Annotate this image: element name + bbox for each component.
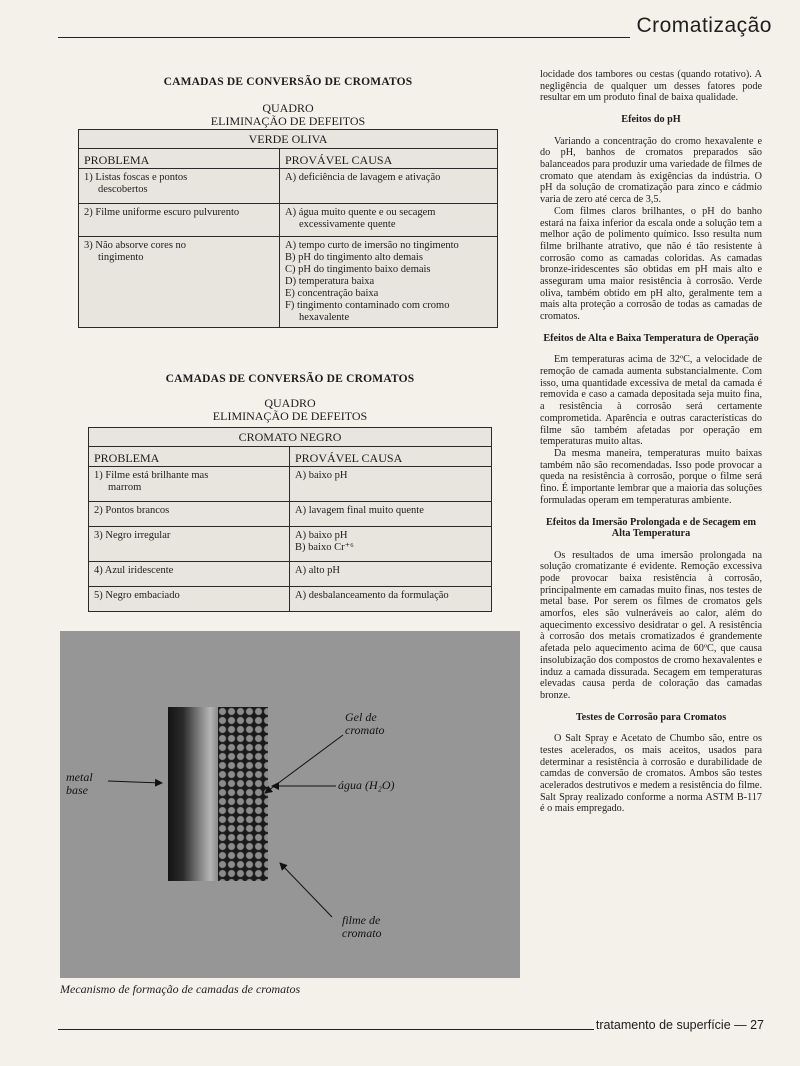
arrow-gel (265, 735, 343, 793)
arrow-film (280, 863, 332, 917)
table-row (89, 562, 492, 587)
right-column (540, 69, 762, 815)
problem-text: 1) Listas foscas e pontos (84, 172, 188, 183)
cause-text: A) baixo pH (295, 530, 348, 541)
heading-immersion: Efeitos da Imersão Prolongada e de Secagem em Alta Temperatura (545, 516, 757, 539)
table-row (89, 467, 492, 502)
label-water: água (H₂O) (338, 778, 395, 792)
paragraph: Os resultados de uma imersão prolongada na solução cromatizante é evidente. Remoção excessiva pode provocar baixa resistência à corrosão, principalmente em camadas muito finas, nos testes de metal base. Por serem os filmes de cromatos gels amorfos, eles são vulneráveis ao calor, além do aquecimento excessivo desidratar o gel. A resistência à corrosão dos metais cromatizados é grandemente afetada pelo aquecimento acima de 60ºC, que causa insolubização dos compostos de cromo hexavalentes e induz a camada dissurada. Secagem em temperaturas elevadas causa perda de coloração das camadas bronze. (540, 549, 762, 701)
col-header-problem: PROBLEMA (79, 149, 280, 169)
cause-text: C) pH do tingimento baixo demais (285, 264, 431, 275)
cause-text: A) tempo curto de imersão no tingimento (285, 240, 459, 251)
label-line: cromato (345, 723, 385, 737)
paragraph: Da mesma maneira, temperaturas muito baixas também não são recomendadas. Isso pode provocar a queda na resistência à corrosão, porque o filme será fino. É importante lembrar que a maioria das soluções formuladas operam em temperaturas ambiente. (540, 447, 762, 506)
cause-text: A) água muito quente e ou secagem (285, 207, 436, 218)
header-rule (58, 37, 630, 38)
label-line: Gel de (345, 710, 377, 724)
figure-arrows (60, 631, 520, 978)
problem-text: 2) Pontos brancos (94, 505, 170, 516)
col-header-cause: PROVÁVEL CAUSA (280, 149, 498, 169)
section-title: CAMADAS DE CONVERSÃO DE CROMATOS (163, 76, 413, 88)
paragraph: locidade dos tambores ou cestas (quando rotativo). A negligência de qualquer um desses fatores pode resultar em um produto final de baixa qualidade. (540, 69, 762, 104)
paragraph: Variando a concentração do cromo hexavalente e do pH, banhos de cromatos preparados são balanceados para produzir uma variedade de filmes de cromato que atendam às exigências da indústria. O pH da solução de cromatização para zinco e cádmio varia de zero até cerca de 3,5. (540, 135, 762, 206)
label-gel (345, 711, 385, 737)
label-line: cromato (342, 926, 382, 940)
cause-text: F) tingimento contaminado com cromo (285, 300, 450, 311)
quadro-title (88, 397, 492, 423)
chromate-mechanism-figure (60, 631, 520, 978)
cause-text: A) desbalanceamento da formulação (295, 590, 449, 601)
defects-table-cromato-negro (88, 427, 492, 612)
section-title: CAMADAS DE CONVERSÃO DE CROMATOS (165, 373, 415, 385)
quadro-label: QUADRO (264, 396, 316, 410)
problem-text: 1) Filme está brilhante mas (94, 470, 209, 481)
cause-text: D) temperatura baixa (285, 276, 375, 287)
label-metal-base (66, 771, 93, 797)
table-title: CROMATO NEGRO (89, 428, 492, 447)
table-row (89, 527, 492, 562)
footer-rule (58, 1029, 594, 1030)
cause-text: A) alto pH (295, 565, 340, 576)
col-header-cause: PROVÁVEL CAUSA (290, 447, 492, 467)
table-row (79, 204, 498, 237)
table-row (79, 237, 498, 328)
problem-text: tingimento (98, 252, 144, 263)
problem-text: marrom (108, 482, 142, 493)
problem-text: descobertos (98, 184, 148, 195)
arrow-metal (108, 781, 162, 783)
problem-text: 2) Filme uniforme escuro pulvurento (84, 207, 240, 218)
label-line: base (66, 783, 88, 797)
paragraph: O Salt Spray e Acetato de Chumbo são, entre os testes acelerados, os mais aceitos, usados para determinar a resistência à corrosão e durabilidade de camdas de conversão de cromatos. Ambos são testes acelerados destrutivos e medem a resistência do filme. Salt Spray realizado conforme a norma ASTM B-117 é o mais empregado. (540, 733, 762, 815)
paragraph: Com filmes claros brilhantes, o pH do banho estará na faixa inferior da escala onde a solução tem a melhor ação de polimento químico. Isso resulta num filme brilhante atrativo, que não é tão resistente à corrosão como as camadas coloridas. As camadas bronze-iridescentes são obtidas em pH mais alto e asseguram uma maior resistência à corrosão. Verde oliva, também obtido em pH alto, geralmente tem a mais alta proteção a corrosão de todas as camadas de cromatos. (540, 205, 762, 323)
cause-text: A) lavagem final muito quente (295, 505, 424, 516)
quadro-subtitle: ELIMINAÇÃO DE DEFEITOS (212, 409, 368, 423)
cause-text: E) concentração baixa (285, 288, 379, 299)
cause-text: hexavalente (299, 312, 350, 323)
heading-ph: Efeitos do pH (621, 114, 681, 126)
cause-text: excessivamente quente (299, 219, 396, 230)
quadro-label: QUADRO (262, 101, 314, 115)
page-header-title: Cromatização (636, 14, 772, 37)
heading-corrosion-tests: Testes de Corrosão para Cromatos (575, 711, 727, 723)
defects-table-verde-oliva (78, 129, 498, 328)
quadro-title (78, 102, 498, 128)
problem-text: 3) Não absorve cores no (84, 240, 187, 251)
cause-text: B) pH do tingimento alto demais (285, 252, 423, 263)
table-title: VERDE OLIVA (79, 130, 498, 149)
paragraph: Em temperaturas acima de 32ºC, a velocidade de remoção de camada aumenta substancialmente. Com isso, uma quantidade excessiva de metal da camada é removida e caso a camada depositada seja muito fina, a resistência à corrosão será certamente comprometida. Aparência e outras características do filme são também afetadas por operação em temperaturas muito altas. (540, 354, 762, 448)
cause-text: A) deficiência de lavagem e ativação (285, 172, 441, 183)
label-line: filme de (342, 913, 381, 927)
page-footer: tratamento de superfície — 27 (595, 1018, 764, 1032)
table-row (79, 169, 498, 204)
label-line: metal (66, 770, 93, 784)
col-header-problem: PROBLEMA (89, 447, 290, 467)
table-row (89, 587, 492, 612)
table-row (89, 502, 492, 527)
problem-text: 3) Negro irregular (94, 530, 171, 541)
problem-text: 4) Azul iridescente (94, 565, 174, 576)
cause-text: A) baixo pH (295, 470, 348, 481)
label-film (342, 914, 382, 940)
cause-text: B) baixo Cr⁺⁶ (295, 542, 354, 553)
heading-temperature: Efeitos de Alta e Baixa Temperatura de Operação (543, 332, 759, 344)
problem-text: 5) Negro embaciado (94, 590, 180, 601)
quadro-subtitle: ELIMINAÇÃO DE DEFEITOS (210, 114, 366, 128)
figure-caption: Mecanismo de formação de camadas de cromatos (60, 982, 301, 996)
